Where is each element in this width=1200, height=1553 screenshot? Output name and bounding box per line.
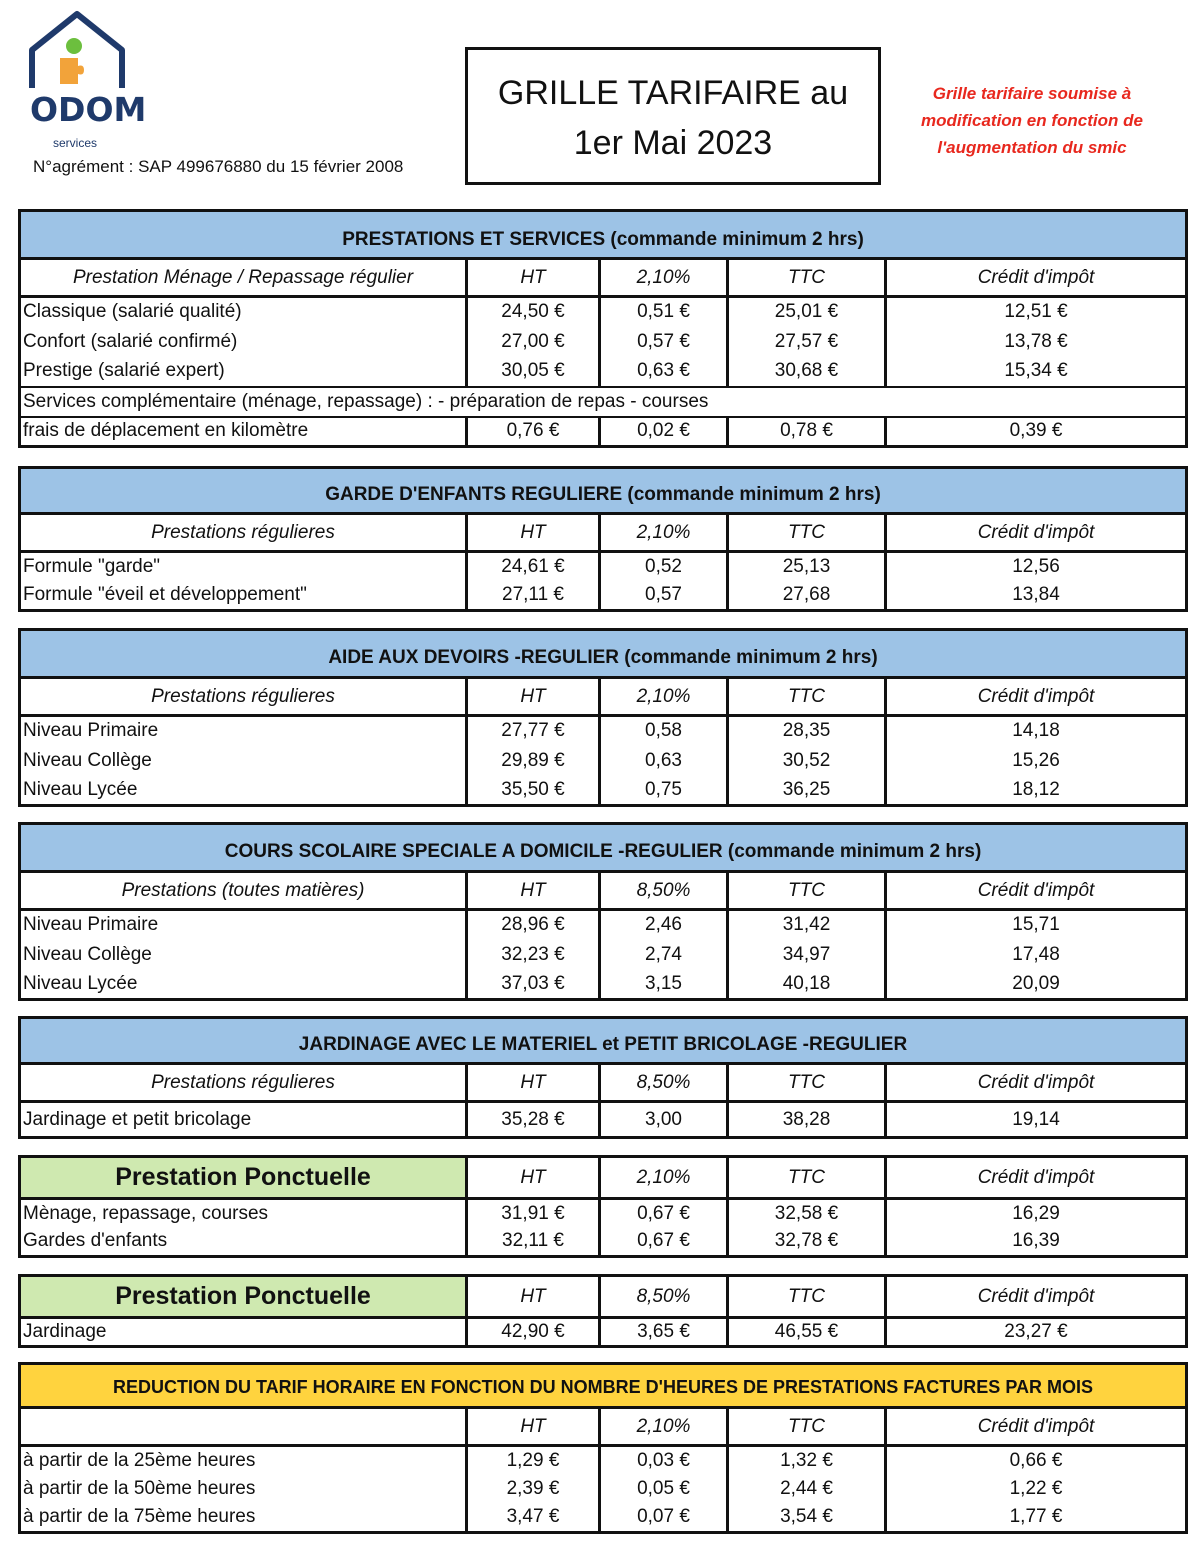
col-header-credit: Crédit d'impôt bbox=[886, 1157, 1187, 1199]
row-label: Gardes d'enfants bbox=[20, 1228, 467, 1257]
cell-ht: 27,11 € bbox=[467, 581, 600, 611]
table-prestation-ponctuelle-1 bbox=[18, 1155, 1188, 1258]
section-title: COURS SCOLAIRE SPECIALE A DOMICILE -REGULIER (commande minimum 2 hrs) bbox=[20, 824, 1187, 872]
row-label: Niveau Lycée bbox=[20, 970, 467, 1000]
cell-credit: 15,26 bbox=[886, 746, 1187, 776]
table-row bbox=[20, 1102, 1187, 1138]
cell-tva: 0,52 bbox=[600, 552, 728, 581]
table-reduction-tarif bbox=[18, 1362, 1188, 1534]
cell-ttc: 30,68 € bbox=[728, 357, 886, 387]
col-header-ttc: TTC bbox=[728, 514, 886, 552]
row-label: Prestige (salarié expert) bbox=[20, 357, 467, 387]
cell-ht: 29,89 € bbox=[467, 746, 600, 776]
cell-ttc: 27,68 bbox=[728, 581, 886, 611]
cell-ht: 3,47 € bbox=[467, 1504, 600, 1533]
table-aide-devoirs bbox=[18, 628, 1188, 807]
row-label: Classique (salarié qualité) bbox=[20, 297, 467, 327]
cell-tva: 2,74 bbox=[600, 940, 728, 970]
row-label: Niveau Lycée bbox=[20, 776, 467, 806]
services-complementaires: Services complémentaire (ménage, repassage) : - préparation de repas - courses bbox=[20, 387, 1187, 417]
col-header-ttc: TTC bbox=[728, 259, 886, 297]
cell-ht: 35,50 € bbox=[467, 776, 600, 806]
cell-tva: 3,15 bbox=[600, 970, 728, 1000]
row-label: Jardinage bbox=[20, 1318, 467, 1347]
col-header-ttc: TTC bbox=[728, 1157, 886, 1199]
smic-notice: Grille tarifaire soumise à modification en fonction de l'augmentation du smic bbox=[921, 84, 1143, 157]
page-title-line-2: 1er Mai 2023 bbox=[573, 124, 773, 162]
col-header-prestation: Prestations régulieres bbox=[20, 514, 467, 552]
table-garde-enfants bbox=[18, 466, 1188, 612]
cell-credit: 15,34 € bbox=[886, 357, 1187, 387]
cell-ttc: 25,13 bbox=[728, 552, 886, 581]
col-header-prestation: Prestation Ménage / Repassage régulier bbox=[20, 259, 467, 297]
col-header-ht: HT bbox=[467, 1157, 600, 1199]
cell-credit: 1,22 € bbox=[886, 1475, 1187, 1504]
col-header-ht: HT bbox=[467, 514, 600, 552]
section-title: GARDE D'ENFANTS REGULIERE (commande minimum 2 hrs) bbox=[20, 468, 1187, 514]
table-prestations-services bbox=[18, 209, 1188, 448]
row-label: Niveau Primaire bbox=[20, 910, 467, 940]
cell-ht: 32,23 € bbox=[467, 940, 600, 970]
col-header-tva: 8,50% bbox=[600, 872, 728, 910]
cell-credit: 1,77 € bbox=[886, 1504, 1187, 1533]
section-title: AIDE AUX DEVOIRS -REGULIER (commande minimum 2 hrs) bbox=[20, 630, 1187, 678]
ponctuelle-title: Prestation Ponctuelle bbox=[20, 1157, 467, 1199]
cell-tva: 0,57 bbox=[600, 581, 728, 611]
col-header-credit: Crédit d'impôt bbox=[886, 1276, 1187, 1318]
logo-subtitle: services bbox=[52, 136, 97, 150]
col-header-credit: Crédit d'impôt bbox=[886, 259, 1187, 297]
cell-credit: 17,48 bbox=[886, 940, 1187, 970]
col-header-tva: 2,10% bbox=[600, 678, 728, 716]
table-row bbox=[20, 1318, 1187, 1347]
cell-credit: 13,84 bbox=[886, 581, 1187, 611]
section-title: REDUCTION DU TARIF HORAIRE EN FONCTION DU NOMBRE D'HEURES DE PRESTATIONS FACTURES PAR MOIS bbox=[20, 1364, 1187, 1408]
cell-credit: 18,12 bbox=[886, 776, 1187, 806]
row-label: à partir de la 75ème heures bbox=[20, 1504, 467, 1533]
col-header-ttc: TTC bbox=[728, 1276, 886, 1318]
cell-ttc: 0,78 € bbox=[728, 417, 886, 447]
table-row bbox=[20, 776, 1187, 806]
cell-ttc: 30,52 bbox=[728, 746, 886, 776]
cell-ht: 1,29 € bbox=[467, 1446, 600, 1475]
row-label: à partir de la 50ème heures bbox=[20, 1475, 467, 1504]
table-row bbox=[20, 552, 1187, 581]
cell-tva: 0,67 € bbox=[600, 1199, 728, 1228]
col-header-ht: HT bbox=[467, 872, 600, 910]
cell-tva: 0,57 € bbox=[600, 327, 728, 357]
col-header-prestation: Prestations régulieres bbox=[20, 1064, 467, 1102]
cell-ht: 35,28 € bbox=[467, 1102, 600, 1138]
table-row bbox=[20, 327, 1187, 357]
col-header-ht: HT bbox=[467, 678, 600, 716]
cell-credit: 20,09 bbox=[886, 970, 1187, 1000]
col-header-tva: 8,50% bbox=[600, 1064, 728, 1102]
col-header-credit: Crédit d'impôt bbox=[886, 1408, 1187, 1446]
row-label: frais de déplacement en kilomètre bbox=[20, 417, 467, 447]
row-label: Mènage, repassage, courses bbox=[20, 1199, 467, 1228]
cell-ht: 30,05 € bbox=[467, 357, 600, 387]
cell-tva: 0,51 € bbox=[600, 297, 728, 327]
col-header-ttc: TTC bbox=[728, 678, 886, 716]
cell-credit: 23,27 € bbox=[886, 1318, 1187, 1347]
cell-tva: 0,07 € bbox=[600, 1504, 728, 1533]
cell-ht: 27,00 € bbox=[467, 327, 600, 357]
cell-tva: 2,46 bbox=[600, 910, 728, 940]
cell-ttc: 1,32 € bbox=[728, 1446, 886, 1475]
cell-tva: 0,02 € bbox=[600, 417, 728, 447]
col-header-credit: Crédit d'impôt bbox=[886, 678, 1187, 716]
table-row bbox=[20, 581, 1187, 611]
cell-ht: 37,03 € bbox=[467, 970, 600, 1000]
row-label: Niveau Primaire bbox=[20, 716, 467, 746]
cell-tva: 0,63 bbox=[600, 746, 728, 776]
cell-ttc: 2,44 € bbox=[728, 1475, 886, 1504]
cell-ht: 24,61 € bbox=[467, 552, 600, 581]
col-header-tva: 2,10% bbox=[600, 1157, 728, 1199]
col-header-tva: 2,10% bbox=[600, 1408, 728, 1446]
cell-ht: 2,39 € bbox=[467, 1475, 600, 1504]
cell-ttc: 32,58 € bbox=[728, 1199, 886, 1228]
col-header-ht: HT bbox=[467, 259, 600, 297]
table-row bbox=[20, 1228, 1187, 1257]
ponctuelle-title: Prestation Ponctuelle bbox=[20, 1276, 467, 1318]
cell-ttc: 25,01 € bbox=[728, 297, 886, 327]
cell-ht: 32,11 € bbox=[467, 1228, 600, 1257]
col-header-prestation: Prestations régulieres bbox=[20, 678, 467, 716]
row-label: Jardinage et petit bricolage bbox=[20, 1102, 467, 1138]
cell-tva: 3,00 bbox=[600, 1102, 728, 1138]
col-header-ttc: TTC bbox=[728, 1408, 886, 1446]
cell-ttc: 3,54 € bbox=[728, 1504, 886, 1533]
table-row bbox=[20, 1446, 1187, 1475]
row-label: à partir de la 25ème heures bbox=[20, 1446, 467, 1475]
cell-credit: 14,18 bbox=[886, 716, 1187, 746]
table-row bbox=[20, 970, 1187, 1000]
cell-ht: 27,77 € bbox=[467, 716, 600, 746]
row-label: Niveau Collège bbox=[20, 940, 467, 970]
row-label: Formule "garde" bbox=[20, 552, 467, 581]
row-label: Niveau Collège bbox=[20, 746, 467, 776]
logo-wordmark: ODOM bbox=[30, 90, 147, 129]
col-header-ht: HT bbox=[467, 1276, 600, 1318]
col-header-ht: HT bbox=[467, 1064, 600, 1102]
cell-ht: 42,90 € bbox=[467, 1318, 600, 1347]
cell-tva: 3,65 € bbox=[600, 1318, 728, 1347]
row-label: Formule "éveil et développement" bbox=[20, 581, 467, 611]
col-header-prestation: Prestations (toutes matières) bbox=[20, 872, 467, 910]
cell-credit: 0,66 € bbox=[886, 1446, 1187, 1475]
row-label: Confort (salarié confirmé) bbox=[20, 327, 467, 357]
cell-credit: 0,39 € bbox=[886, 417, 1187, 447]
col-header-ttc: TTC bbox=[728, 1064, 886, 1102]
cell-credit: 12,56 bbox=[886, 552, 1187, 581]
table-row bbox=[20, 297, 1187, 327]
cell-tva: 0,58 bbox=[600, 716, 728, 746]
cell-credit: 15,71 bbox=[886, 910, 1187, 940]
cell-ttc: 36,25 bbox=[728, 776, 886, 806]
table-row bbox=[20, 716, 1187, 746]
table-cours-scolaire bbox=[18, 822, 1188, 1001]
cell-tva: 0,63 € bbox=[600, 357, 728, 387]
cell-tva: 0,05 € bbox=[600, 1475, 728, 1504]
section-title: JARDINAGE AVEC LE MATERIEL et PETIT BRICOLAGE -REGULIER bbox=[20, 1018, 1187, 1064]
table-row bbox=[20, 1504, 1187, 1533]
col-header-ht: HT bbox=[467, 1408, 600, 1446]
col-header-ttc: TTC bbox=[728, 872, 886, 910]
cell-credit: 19,14 bbox=[886, 1102, 1187, 1138]
cell-credit: 13,78 € bbox=[886, 327, 1187, 357]
cell-ttc: 32,78 € bbox=[728, 1228, 886, 1257]
col-header-tva: 2,10% bbox=[600, 259, 728, 297]
cell-ttc: 28,35 bbox=[728, 716, 886, 746]
cell-ttc: 27,57 € bbox=[728, 327, 886, 357]
col-header-credit: Crédit d'impôt bbox=[886, 514, 1187, 552]
table-row bbox=[20, 746, 1187, 776]
table-row bbox=[20, 417, 1187, 447]
table-row bbox=[20, 910, 1187, 940]
cell-ht: 28,96 € bbox=[467, 910, 600, 940]
cell-ttc: 40,18 bbox=[728, 970, 886, 1000]
cell-ht: 0,76 € bbox=[467, 417, 600, 447]
cell-ht: 31,91 € bbox=[467, 1199, 600, 1228]
cell-credit: 16,29 bbox=[886, 1199, 1187, 1228]
cell-credit: 12,51 € bbox=[886, 297, 1187, 327]
col-header-credit: Crédit d'impôt bbox=[886, 1064, 1187, 1102]
cell-ttc: 38,28 bbox=[728, 1102, 886, 1138]
cell-tva: 0,67 € bbox=[600, 1228, 728, 1257]
section-title: PRESTATIONS ET SERVICES (commande minimum 2 hrs) bbox=[20, 211, 1187, 259]
col-header-credit: Crédit d'impôt bbox=[886, 872, 1187, 910]
col-header-tva: 2,10% bbox=[600, 514, 728, 552]
page-title-line-1: GRILLE TARIFAIRE au bbox=[497, 74, 849, 112]
cell-ht: 24,50 € bbox=[467, 297, 600, 327]
table-row bbox=[20, 1199, 1187, 1228]
table-row bbox=[20, 357, 1187, 387]
col-header-tva: 8,50% bbox=[600, 1276, 728, 1318]
cell-ttc: 31,42 bbox=[728, 910, 886, 940]
cell-tva: 0,75 bbox=[600, 776, 728, 806]
table-prestation-ponctuelle-2 bbox=[18, 1274, 1188, 1348]
table-row bbox=[20, 1475, 1187, 1504]
cell-ttc: 46,55 € bbox=[728, 1318, 886, 1347]
page-title-box bbox=[465, 47, 881, 185]
cell-credit: 16,39 bbox=[886, 1228, 1187, 1257]
odom-house-logo bbox=[22, 8, 147, 153]
cell-tva: 0,03 € bbox=[600, 1446, 728, 1475]
cell-ttc: 34,97 bbox=[728, 940, 886, 970]
agrement-number: N°agrément : SAP 499676880 du 15 février 2008 bbox=[33, 157, 404, 176]
table-row bbox=[20, 387, 1187, 417]
col-header-empty bbox=[20, 1408, 467, 1446]
table-jardinage-bricolage bbox=[18, 1016, 1188, 1139]
table-row bbox=[20, 940, 1187, 970]
